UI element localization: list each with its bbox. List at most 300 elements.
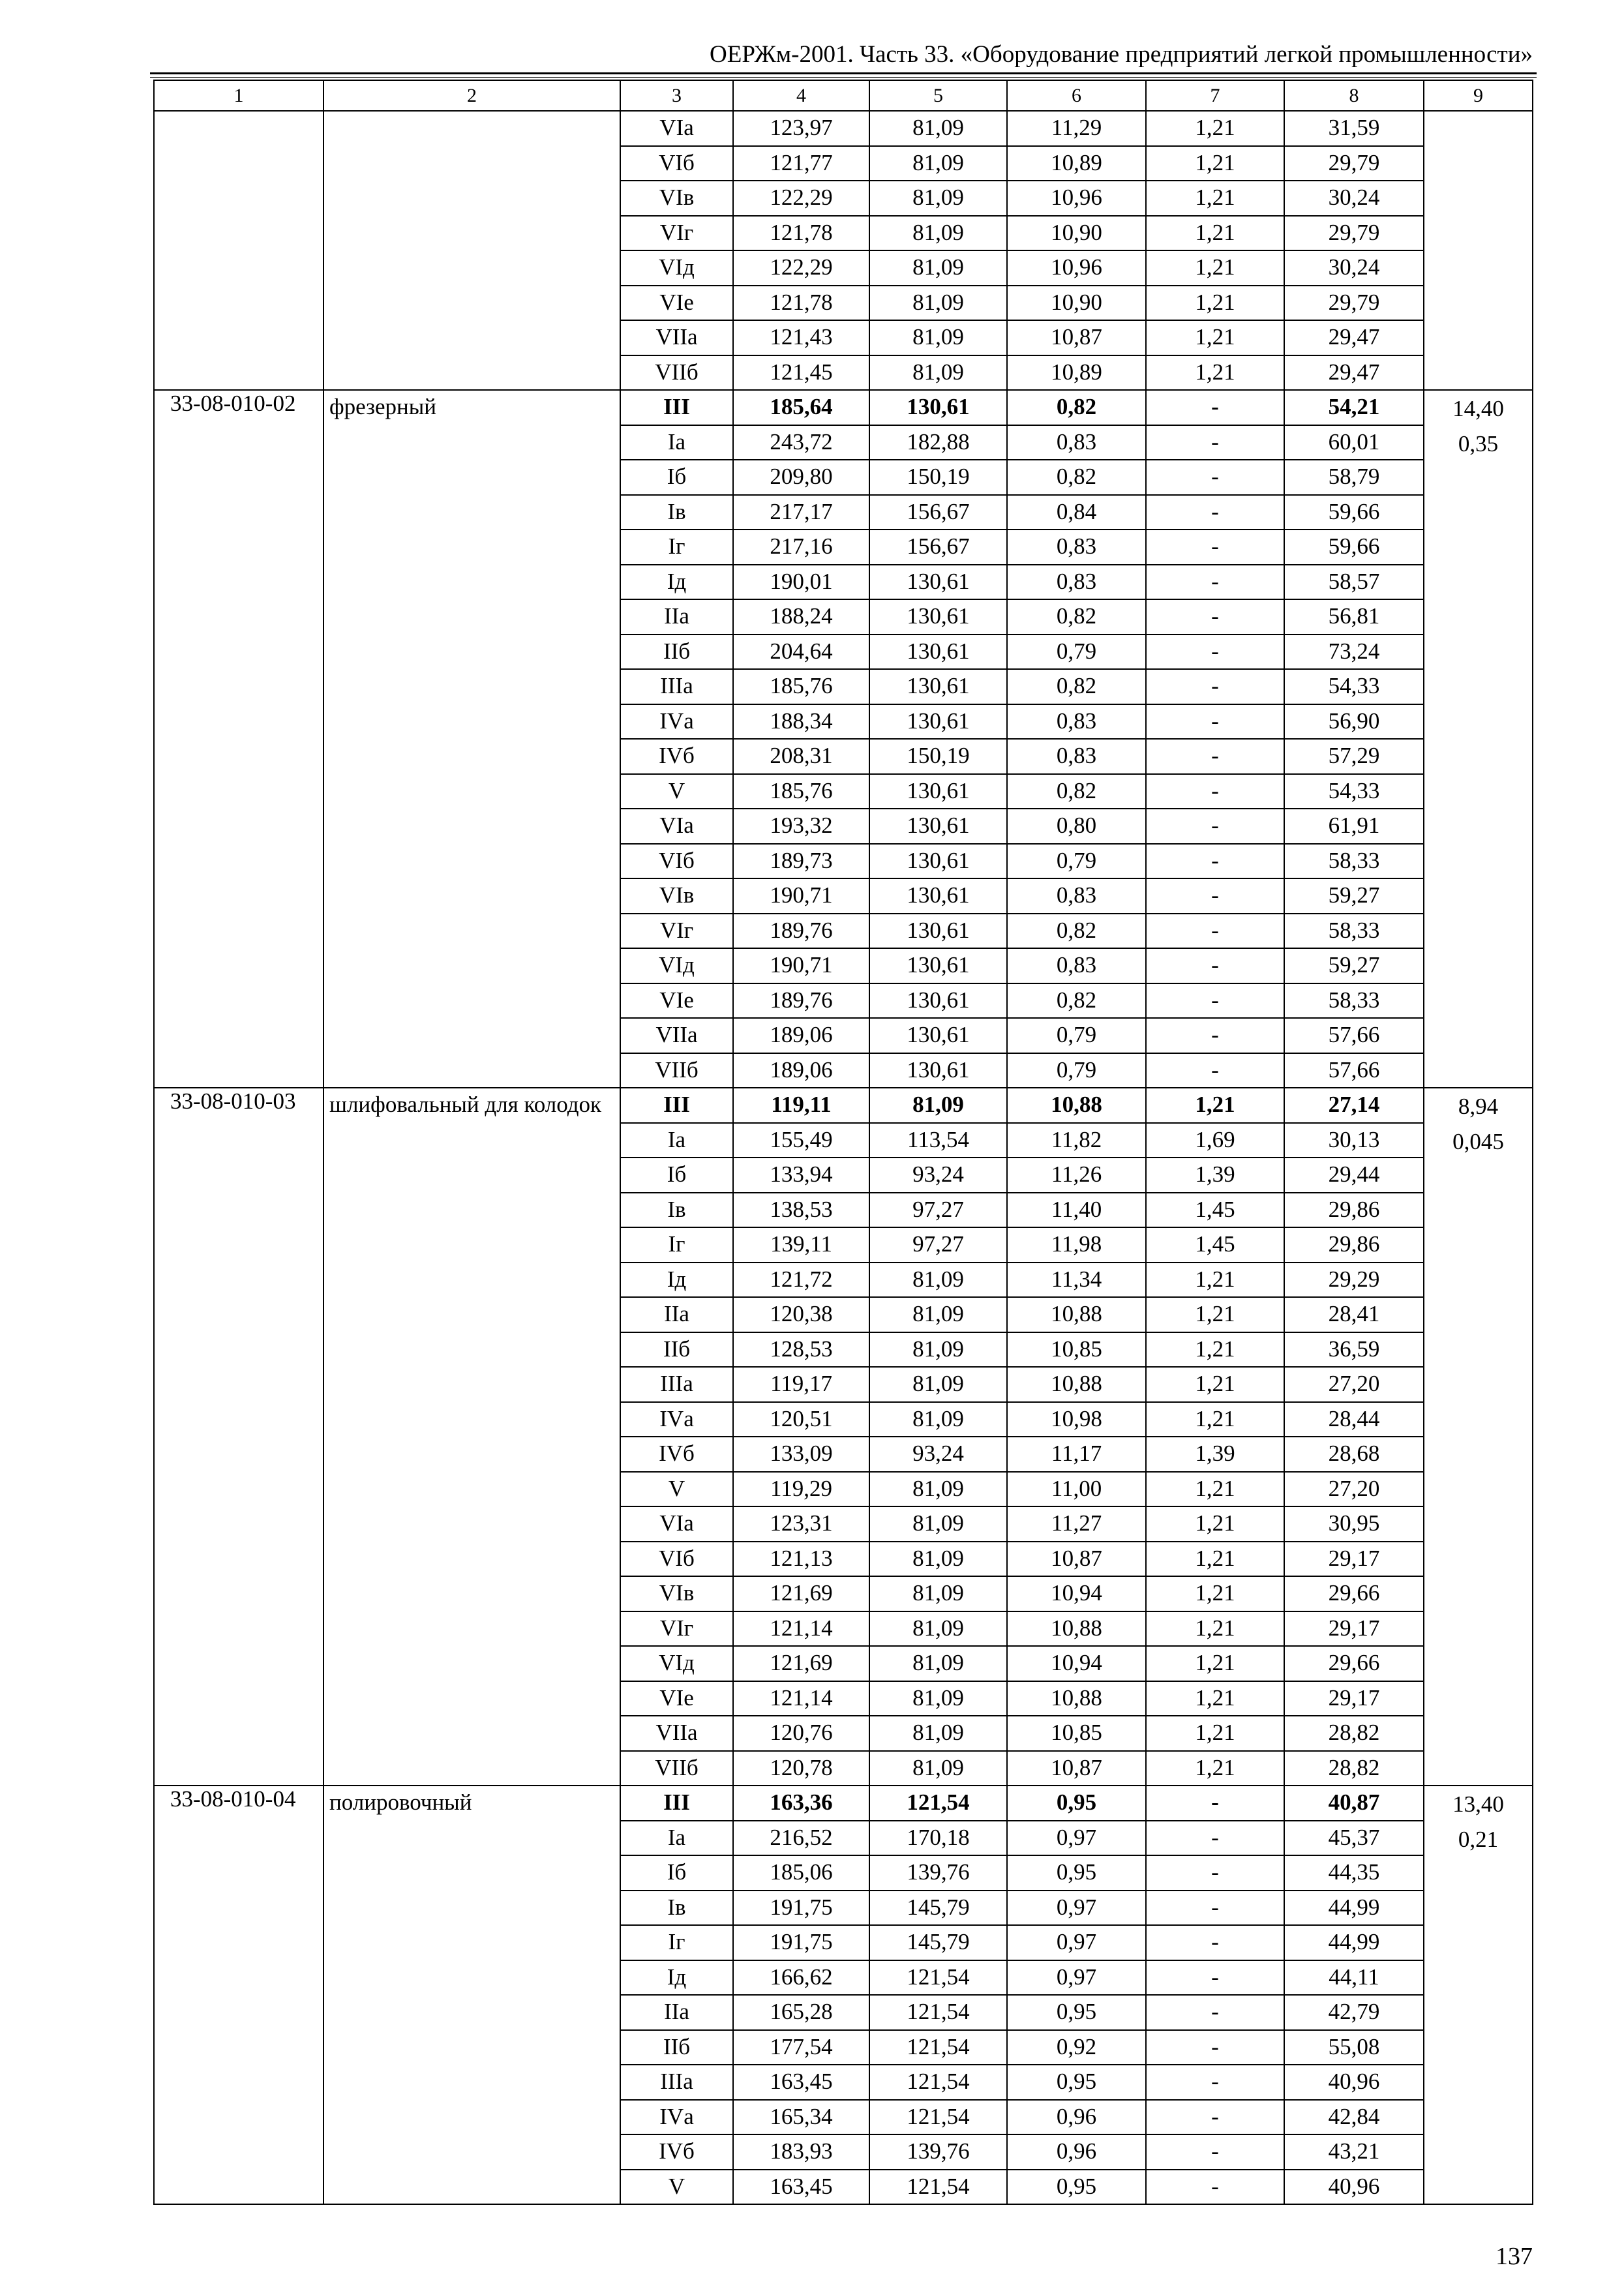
- cell-value: 81,09: [869, 1402, 1007, 1437]
- col9-value: 8,94: [1458, 1094, 1499, 1119]
- cell-value: -: [1146, 948, 1284, 983]
- cell-value: -: [1146, 669, 1284, 704]
- cell-value: 55,08: [1284, 2030, 1424, 2065]
- cell-group-code: III: [620, 1786, 733, 1821]
- cell-value: 29,17: [1284, 1542, 1424, 1577]
- cell-value: 81,09: [869, 1751, 1007, 1786]
- cell-value: 191,75: [733, 1925, 869, 1960]
- cell-value: 1,21: [1146, 286, 1284, 321]
- cell-value: 10,94: [1007, 1646, 1146, 1681]
- cell-group-code: VIе: [620, 1681, 733, 1716]
- cell-value: 1,21: [1146, 1576, 1284, 1611]
- cell-value: 58,33: [1284, 983, 1424, 1019]
- cell-value: 185,76: [733, 669, 869, 704]
- cell-value: 81,09: [869, 1542, 1007, 1577]
- cell-value: 1,21: [1146, 1506, 1284, 1542]
- cell-value: 133,94: [733, 1158, 869, 1193]
- table-row: [154, 390, 1533, 425]
- cell-value: -: [1146, 1891, 1284, 1926]
- col9-value: 0,045: [1452, 1129, 1504, 1155]
- cell-value: 10,90: [1007, 216, 1146, 251]
- cell-value: -: [1146, 2100, 1284, 2135]
- cell-value: 1,39: [1146, 1158, 1284, 1193]
- cell-col9-empty: [1424, 111, 1533, 390]
- cell-value: 10,87: [1007, 1542, 1146, 1577]
- cell-value: 1,21: [1146, 146, 1284, 181]
- cell-value: 11,40: [1007, 1193, 1146, 1228]
- equipment-code: 33-08-010-04: [154, 1786, 323, 2204]
- cell-value: 217,17: [733, 495, 869, 530]
- cell-value: 121,54: [869, 1995, 1007, 2030]
- cell-value: 1,21: [1146, 1542, 1284, 1577]
- cell-group-code: Iа: [620, 1821, 733, 1856]
- cell-value: 243,72: [733, 425, 869, 460]
- cell-value: -: [1146, 809, 1284, 844]
- cell-value: 0,83: [1007, 530, 1146, 565]
- cell-value: 121,69: [733, 1646, 869, 1681]
- cell-group-code: VIIб: [620, 1053, 733, 1088]
- cell-value: 81,09: [869, 146, 1007, 181]
- cell-value: 130,61: [869, 1053, 1007, 1088]
- cell-value: 54,33: [1284, 669, 1424, 704]
- cell-value: 81,09: [869, 286, 1007, 321]
- cell-value: 81,09: [869, 111, 1007, 146]
- column-number: 1: [154, 80, 323, 111]
- cell-group-code: VIIа: [620, 1018, 733, 1053]
- cell-group-code: Iд: [620, 1263, 733, 1298]
- cell-value: -: [1146, 1018, 1284, 1053]
- cell-value: -: [1146, 774, 1284, 809]
- cell-value: 1,39: [1146, 1437, 1284, 1472]
- cell-value: 121,54: [869, 2170, 1007, 2205]
- cell-value: 29,17: [1284, 1681, 1424, 1716]
- cell-value: 1,21: [1146, 1751, 1284, 1786]
- cell-value: 10,88: [1007, 1681, 1146, 1716]
- cell-value: 188,34: [733, 704, 869, 740]
- cell-value: 1,21: [1146, 216, 1284, 251]
- cell-value: 1,21: [1146, 1088, 1284, 1123]
- cell-value: 1,21: [1146, 181, 1284, 216]
- cell-group-code: Iв: [620, 1193, 733, 1228]
- cell-value: 58,57: [1284, 565, 1424, 600]
- cell-group-code: IIб: [620, 2030, 733, 2065]
- cell-value: 121,72: [733, 1263, 869, 1298]
- cell-group-code: IVа: [620, 2100, 733, 2135]
- cell-value: 59,66: [1284, 530, 1424, 565]
- cell-value: 0,83: [1007, 704, 1146, 740]
- cell-value: 163,45: [733, 2065, 869, 2100]
- cell-value: 97,27: [869, 1227, 1007, 1263]
- cell-value: 81,09: [869, 1088, 1007, 1123]
- cell-value: 56,90: [1284, 704, 1424, 740]
- cell-group-code: VIIа: [620, 320, 733, 355]
- cell-value: 163,36: [733, 1786, 869, 1821]
- cell-group-code: IVа: [620, 1402, 733, 1437]
- col9-values: [1424, 1786, 1533, 2204]
- cell-value: -: [1146, 1855, 1284, 1891]
- cell-value: 28,68: [1284, 1437, 1424, 1472]
- cell-value: 11,00: [1007, 1472, 1146, 1507]
- cell-value: 11,34: [1007, 1263, 1146, 1298]
- cell-group-code: Iб: [620, 460, 733, 495]
- cell-value: 120,38: [733, 1297, 869, 1332]
- col9-value: 13,40: [1452, 1791, 1504, 1817]
- cell-value: 0,97: [1007, 1891, 1146, 1926]
- cell-group-code: Iа: [620, 425, 733, 460]
- cell-value: 59,27: [1284, 948, 1424, 983]
- cell-value: 145,79: [869, 1925, 1007, 1960]
- cell-value: 130,61: [869, 809, 1007, 844]
- column-number: 3: [620, 80, 733, 111]
- cell-value: 81,09: [869, 355, 1007, 391]
- cell-group-code: VIа: [620, 809, 733, 844]
- cell-name-empty: [323, 111, 620, 390]
- cell-group-code: VIа: [620, 111, 733, 146]
- cell-value: 120,78: [733, 1751, 869, 1786]
- cell-group-code: IIIа: [620, 2065, 733, 2100]
- cell-group-code: V: [620, 2170, 733, 2205]
- column-number: 2: [323, 80, 620, 111]
- cell-value: 42,79: [1284, 1995, 1424, 2030]
- cell-value: 130,61: [869, 774, 1007, 809]
- cell-value: 30,13: [1284, 1123, 1424, 1158]
- cell-value: 11,98: [1007, 1227, 1146, 1263]
- equipment-code: 33-08-010-02: [154, 390, 323, 1088]
- cell-value: 29,44: [1284, 1158, 1424, 1193]
- cell-value: 81,09: [869, 250, 1007, 286]
- cell-value: 57,66: [1284, 1018, 1424, 1053]
- cell-value: 189,06: [733, 1018, 869, 1053]
- cell-value: 1,21: [1146, 1297, 1284, 1332]
- cell-value: 81,09: [869, 181, 1007, 216]
- cell-value: 40,96: [1284, 2170, 1424, 2205]
- cell-value: 170,18: [869, 1821, 1007, 1856]
- cell-value: 1,21: [1146, 1263, 1284, 1298]
- cell-value: 0,97: [1007, 1821, 1146, 1856]
- cell-value: -: [1146, 1053, 1284, 1088]
- cell-value: 10,87: [1007, 320, 1146, 355]
- cell-group-code: Iг: [620, 530, 733, 565]
- cell-value: 0,97: [1007, 1925, 1146, 1960]
- cell-value: 121,13: [733, 1542, 869, 1577]
- cell-value: 36,59: [1284, 1332, 1424, 1368]
- rates-table: [153, 80, 1533, 2205]
- cell-value: 58,33: [1284, 914, 1424, 949]
- cell-value: 130,61: [869, 565, 1007, 600]
- cell-value: 11,29: [1007, 111, 1146, 146]
- cell-group-code: VIе: [620, 286, 733, 321]
- cell-value: 120,76: [733, 1716, 869, 1751]
- cell-group-code: VIд: [620, 250, 733, 286]
- cell-group-code: V: [620, 774, 733, 809]
- cell-value: -: [1146, 739, 1284, 774]
- cell-value: 121,14: [733, 1681, 869, 1716]
- cell-group-code: VIб: [620, 146, 733, 181]
- cell-value: 121,43: [733, 320, 869, 355]
- cell-value: 11,27: [1007, 1506, 1146, 1542]
- cell-value: -: [1146, 914, 1284, 949]
- cell-value: 0,82: [1007, 390, 1146, 425]
- cell-value: 119,17: [733, 1367, 869, 1402]
- cell-value: 81,09: [869, 1611, 1007, 1647]
- cell-group-code: III: [620, 390, 733, 425]
- cell-value: 44,99: [1284, 1925, 1424, 1960]
- cell-value: 189,73: [733, 844, 869, 879]
- cell-value: 81,09: [869, 1716, 1007, 1751]
- cell-value: 0,92: [1007, 2030, 1146, 2065]
- cell-value: 217,16: [733, 530, 869, 565]
- cell-value: 130,61: [869, 948, 1007, 983]
- cell-value: -: [1146, 1925, 1284, 1960]
- cell-value: -: [1146, 565, 1284, 600]
- cell-value: 120,51: [733, 1402, 869, 1437]
- cell-value: 1,45: [1146, 1227, 1284, 1263]
- cell-value: 204,64: [733, 635, 869, 670]
- cell-group-code: Iд: [620, 1960, 733, 1996]
- cell-value: 81,09: [869, 1472, 1007, 1507]
- cell-group-code: VIд: [620, 1646, 733, 1681]
- cell-value: 30,24: [1284, 181, 1424, 216]
- cell-value: 10,88: [1007, 1297, 1146, 1332]
- cell-value: 0,79: [1007, 1053, 1146, 1088]
- cell-value: 121,77: [733, 146, 869, 181]
- cell-value: 119,29: [733, 1472, 869, 1507]
- cell-value: -: [1146, 1786, 1284, 1821]
- cell-value: 1,21: [1146, 111, 1284, 146]
- cell-group-code: VIг: [620, 1611, 733, 1647]
- cell-value: 29,79: [1284, 216, 1424, 251]
- cell-value: 165,34: [733, 2100, 869, 2135]
- cell-value: 40,96: [1284, 2065, 1424, 2100]
- col9-values: [1424, 1088, 1533, 1786]
- cell-value: 156,67: [869, 530, 1007, 565]
- cell-value: 0,82: [1007, 774, 1146, 809]
- cell-group-code: Iд: [620, 565, 733, 600]
- cell-value: 10,98: [1007, 1402, 1146, 1437]
- cell-group-code: IVб: [620, 2134, 733, 2170]
- cell-value: 0,79: [1007, 635, 1146, 670]
- cell-value: 189,76: [733, 914, 869, 949]
- cell-value: 30,24: [1284, 250, 1424, 286]
- cell-value: 40,87: [1284, 1786, 1424, 1821]
- cell-value: 165,28: [733, 1995, 869, 2030]
- cell-value: -: [1146, 460, 1284, 495]
- cell-value: 73,24: [1284, 635, 1424, 670]
- cell-value: 81,09: [869, 1506, 1007, 1542]
- cell-value: 81,09: [869, 320, 1007, 355]
- cell-value: 1,21: [1146, 1402, 1284, 1437]
- cell-value: -: [1146, 983, 1284, 1019]
- cell-value: 121,54: [869, 2100, 1007, 2135]
- cell-value: -: [1146, 530, 1284, 565]
- cell-value: 10,88: [1007, 1367, 1146, 1402]
- cell-value: 121,54: [869, 1786, 1007, 1821]
- cell-value: 0,83: [1007, 425, 1146, 460]
- cell-value: 28,44: [1284, 1402, 1424, 1437]
- cell-value: 139,11: [733, 1227, 869, 1263]
- table-row: [154, 1088, 1533, 1123]
- cell-group-code: IIа: [620, 1995, 733, 2030]
- cell-value: -: [1146, 1995, 1284, 2030]
- cell-value: 183,93: [733, 2134, 869, 2170]
- cell-group-code: VIд: [620, 948, 733, 983]
- cell-value: -: [1146, 878, 1284, 914]
- cell-value: 54,21: [1284, 390, 1424, 425]
- cell-group-code: IIа: [620, 599, 733, 635]
- cell-value: 59,66: [1284, 495, 1424, 530]
- cell-value: 0,95: [1007, 1995, 1146, 2030]
- cell-group-code: VIе: [620, 983, 733, 1019]
- cell-value: 133,09: [733, 1437, 869, 1472]
- cell-value: 10,89: [1007, 146, 1146, 181]
- cell-value: 28,82: [1284, 1751, 1424, 1786]
- col9-value: 0,35: [1458, 431, 1499, 457]
- cell-value: 57,29: [1284, 739, 1424, 774]
- cell-value: 58,33: [1284, 844, 1424, 879]
- cell-value: 10,89: [1007, 355, 1146, 391]
- cell-group-code: Iг: [620, 1227, 733, 1263]
- cell-value: 121,69: [733, 1576, 869, 1611]
- cell-value: 1,21: [1146, 1332, 1284, 1368]
- cell-value: 29,79: [1284, 146, 1424, 181]
- cell-value: 191,75: [733, 1891, 869, 1926]
- cell-group-code: IIб: [620, 1332, 733, 1368]
- cell-value: 121,54: [869, 2030, 1007, 2065]
- cell-value: 0,83: [1007, 948, 1146, 983]
- cell-value: -: [1146, 495, 1284, 530]
- cell-value: 11,17: [1007, 1437, 1146, 1472]
- cell-value: 10,94: [1007, 1576, 1146, 1611]
- cell-group-code: VIв: [620, 878, 733, 914]
- table-row: [154, 1786, 1533, 1821]
- cell-value: 119,11: [733, 1088, 869, 1123]
- col9-values: [1424, 390, 1533, 1088]
- cell-value: 10,88: [1007, 1611, 1146, 1647]
- cell-value: 208,31: [733, 739, 869, 774]
- cell-group-code: VIб: [620, 844, 733, 879]
- col9-value: 0,21: [1458, 1827, 1499, 1853]
- cell-value: -: [1146, 599, 1284, 635]
- column-number: 9: [1424, 80, 1533, 111]
- cell-value: 1,21: [1146, 1611, 1284, 1647]
- cell-value: 81,09: [869, 1367, 1007, 1402]
- cell-value: 1,69: [1146, 1123, 1284, 1158]
- cell-group-code: Iг: [620, 1925, 733, 1960]
- cell-value: 166,62: [733, 1960, 869, 1996]
- cell-value: 130,61: [869, 844, 1007, 879]
- cell-value: 1,21: [1146, 1472, 1284, 1507]
- cell-value: 44,11: [1284, 1960, 1424, 1996]
- cell-value: 0,95: [1007, 1786, 1146, 1821]
- cell-value: 130,61: [869, 669, 1007, 704]
- cell-value: 163,45: [733, 2170, 869, 2205]
- cell-value: 121,54: [869, 1960, 1007, 1996]
- cell-value: 29,86: [1284, 1227, 1424, 1263]
- cell-value: 31,59: [1284, 111, 1424, 146]
- cell-group-code: Iа: [620, 1123, 733, 1158]
- cell-value: 97,27: [869, 1193, 1007, 1228]
- cell-value: 1,45: [1146, 1193, 1284, 1228]
- cell-value: 139,76: [869, 2134, 1007, 2170]
- cell-value: 121,78: [733, 286, 869, 321]
- cell-group-code: V: [620, 1472, 733, 1507]
- cell-value: 54,33: [1284, 774, 1424, 809]
- cell-value: 189,76: [733, 983, 869, 1019]
- cell-value: 139,76: [869, 1855, 1007, 1891]
- cell-group-code: IVа: [620, 704, 733, 740]
- cell-value: -: [1146, 2170, 1284, 2205]
- cell-value: 188,24: [733, 599, 869, 635]
- cell-group-code: VIг: [620, 914, 733, 949]
- cell-value: 29,86: [1284, 1193, 1424, 1228]
- cell-value: -: [1146, 2065, 1284, 2100]
- cell-value: 145,79: [869, 1891, 1007, 1926]
- cell-value: 128,53: [733, 1332, 869, 1368]
- cell-value: 1,21: [1146, 1646, 1284, 1681]
- col9-value: 14,40: [1452, 396, 1504, 421]
- cell-group-code: III: [620, 1088, 733, 1123]
- cell-value: 0,95: [1007, 2170, 1146, 2205]
- cell-value: 57,66: [1284, 1053, 1424, 1088]
- cell-group-code: Iв: [620, 495, 733, 530]
- page-number: 137: [1496, 2243, 1533, 2270]
- cell-value: 10,87: [1007, 1751, 1146, 1786]
- cell-value: 177,54: [733, 2030, 869, 2065]
- cell-value: 29,66: [1284, 1576, 1424, 1611]
- cell-group-code: VIIб: [620, 355, 733, 391]
- cell-value: 0,96: [1007, 2100, 1146, 2135]
- cell-value: 190,01: [733, 565, 869, 600]
- cell-value: 193,32: [733, 809, 869, 844]
- cell-value: 190,71: [733, 948, 869, 983]
- cell-value: 27,14: [1284, 1088, 1424, 1123]
- cell-value: 29,66: [1284, 1646, 1424, 1681]
- cell-value: 0,82: [1007, 983, 1146, 1019]
- cell-group-code: VIг: [620, 216, 733, 251]
- cell-group-code: VIIа: [620, 1716, 733, 1751]
- cell-value: 113,54: [869, 1123, 1007, 1158]
- cell-value: 1,21: [1146, 1367, 1284, 1402]
- cell-value: 130,61: [869, 599, 1007, 635]
- cell-value: 42,84: [1284, 2100, 1424, 2135]
- cell-value: 130,61: [869, 1018, 1007, 1053]
- cell-code-empty: [154, 111, 323, 390]
- column-number: 5: [869, 80, 1007, 111]
- cell-value: -: [1146, 425, 1284, 460]
- cell-value: 29,47: [1284, 355, 1424, 391]
- cell-value: 121,14: [733, 1611, 869, 1647]
- cell-value: 130,61: [869, 704, 1007, 740]
- cell-value: 81,09: [869, 1646, 1007, 1681]
- cell-value: 29,79: [1284, 286, 1424, 321]
- cell-value: 130,61: [869, 983, 1007, 1019]
- cell-value: 0,82: [1007, 599, 1146, 635]
- cell-value: 93,24: [869, 1158, 1007, 1193]
- cell-value: 0,79: [1007, 844, 1146, 879]
- cell-value: 29,47: [1284, 320, 1424, 355]
- cell-group-code: IVб: [620, 739, 733, 774]
- cell-value: 11,26: [1007, 1158, 1146, 1193]
- cell-value: 121,54: [869, 2065, 1007, 2100]
- table-row: [154, 111, 1533, 146]
- cell-value: 44,35: [1284, 1855, 1424, 1891]
- cell-value: 0,83: [1007, 565, 1146, 600]
- cell-value: 10,96: [1007, 181, 1146, 216]
- cell-value: 81,09: [869, 1576, 1007, 1611]
- cell-value: 1,21: [1146, 1681, 1284, 1716]
- cell-value: 43,21: [1284, 2134, 1424, 2170]
- cell-value: 150,19: [869, 739, 1007, 774]
